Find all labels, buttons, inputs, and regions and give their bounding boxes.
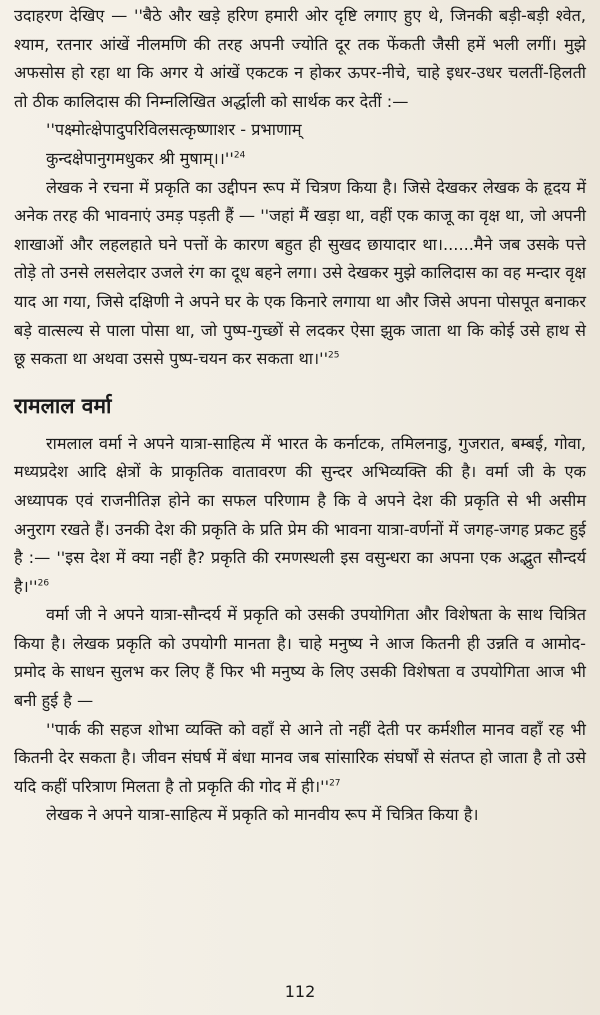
paragraph-ramlal-verma: रामलाल वर्मा ने अपने यात्रा-साहित्य में भारत के कर्नाटक, तमिलनाडु, गुजरात, बम्बई, गोवा, मध्यप्रदेश आदि क्षेत्रों के प्राकृतिक वातावरण की सुन्दर अभिव्यक्ति की है। वर्मा जी के एक अध्यापक एवं राजनीतिज्ञ होने का सफल परिणाम है कि वे अपने देश की प्रकृति से भी असीम अनुराग रखते हैं। उनकी देश की प्रकृति के प्रति प्रेम की भावना यात्रा-वर्णनों में जगह-जगह प्रकट हुई है :— ''इस देश में क्या नहीं है? प्रकृति की रमणस्थली इस वसुन्धरा का अपना एक अद्भुत सौन्दर्य $है।''^{26}$ xyxy=(14,433,586,596)
paragraph-closing: लेखक ने अपने यात्रा-साहित्य में प्रकृति को मानवीय रूप में चित्रित किया है। xyxy=(46,805,479,825)
paragraph-park-quote: ''पार्क की सहज शोभा व्यक्ति को वहाँ से आने तो नहीं देती पर कर्मशील मानव वहाँ रह भी कितनी देर सकता है। जीवन संघर्ष में बंधा मानव जब सांसारिक संघर्षों से संतप्त हो जाता है तो उसे यदि कहीं परित्राण मिलता है तो प्रकृति की गोद में $ही।''^{27}$ xyxy=(14,719,586,796)
paragraph-nature-stimulus: लेखक ने रचना में प्रकृति का उद्दीपन रूप में चित्रण किया है। जिसे देखकर लेखक के हृदय में अनेक तरह की भावनाएं उमड़ पड़ती हैं — ''जहां मैं खड़ा था, वहीं एक काजू का वृक्ष था, जो अपनी शाखाओं और लहलहाते घने पत्तों के कारण बहुत ही सुखद छायादार था।......मैने जब उसके पत्ते तोड़े तो उनसे लसलेदार उजले रंग का दूध बहने लगा। उसे देखकर मुझे कालिदास का वह मन्दार वृक्ष याद आ गया, जिसे दक्षिणी ने अपने घर के एक किनारे लगाया था और जिसे अपना पोसपूत बनाकर बड़े वात्सल्य से पाला पोसा था, जो पुष्प-गुच्छों से लदकर ऐसा झुक जाता था कि कोई उसे हाथ से छू सकता था अथवा उससे पुष्प-चयन कर सकता $था।''^{25}$ xyxy=(14,177,586,369)
footnote-ref: 26 xyxy=(37,578,50,589)
page-number: 112 xyxy=(284,982,316,1001)
footnote-ref: 24 xyxy=(233,150,246,161)
paragraph-intro: उदाहरण देखिए — ''बैठे और खड़े हरिण हमारी ओर दृष्टि लगाए हुए थे, जिनकी बड़ी-बड़ी श्वेत, श्याम, रतनार आंखें नीलमणि की तरह अपनी ज्योति दूर तक फेंकती जैसी हमें भली लगीं। मुझे अफसोस हो रहा था कि अगर ये आंखें एकटक न होकर ऊपर-नीचे, चाहे इधर-उधर चलतीं-हिलती तो ठीक कालिदास की निम्नलिखित अर्द्धाली को सार्थक कर देतीं :— xyxy=(14,6,586,111)
footnote-ref: 25 xyxy=(328,350,340,361)
paragraph-utility: वर्मा जी ने अपने यात्रा-सौन्दर्य में प्रकृति को उसकी उपयोगिता और विशेषता के साथ चित्रित किया है। लेखक प्रकृति को उपयोगी मानता है। चाहे मनुष्य ने आज कितनी ही उन्नति व आमोद-प्रमोद के साधन सुलभ कर लिए हैं फिर भी मनुष्य के लिए उसकी विशेषता व उपयोगिता आज भी बनी हुई है — xyxy=(14,605,586,711)
sanskrit-quote-line-2: कुन्दक्षेपानुगमधुकर श्री $मुषाम्।।''^{24}$ xyxy=(46,148,246,168)
section-heading: रामलाल वर्मा xyxy=(14,393,112,418)
footnote-ref: 27 xyxy=(329,778,341,789)
sanskrit-quote-line-1: ''पक्ष्मोत्क्षेपादुपरिविलसत्कृष्णाशर - प्रभाणाम् xyxy=(46,120,302,140)
